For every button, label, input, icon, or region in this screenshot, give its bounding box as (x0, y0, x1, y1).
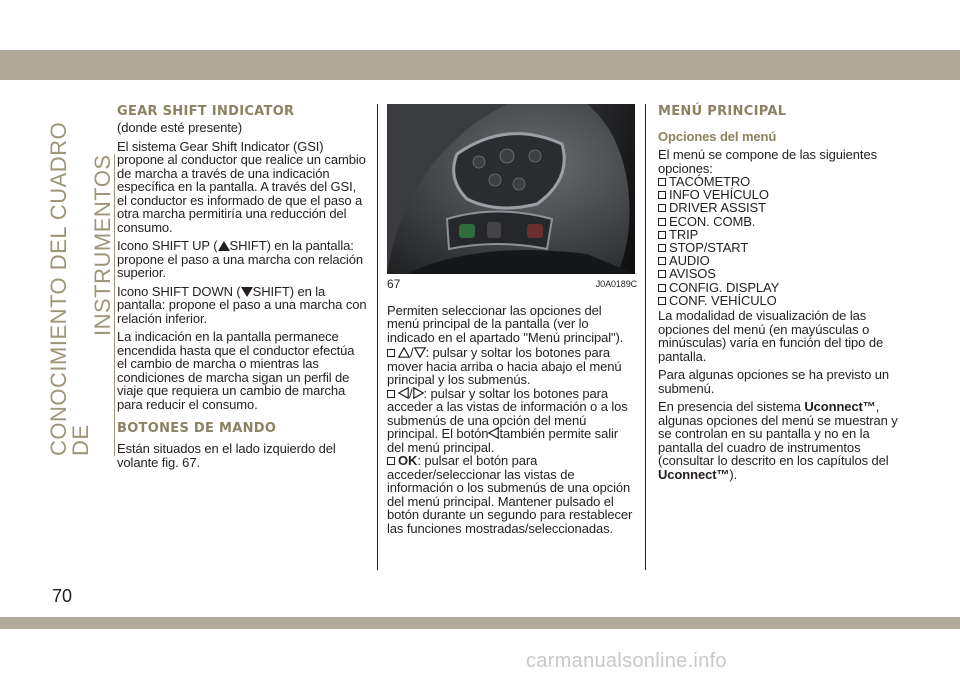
menu-paragraph-1: La modalidad de visualización de las opciones del menú (en mayúsculas o minúsculas) varía en función del tipo de pantalla. (658, 308, 884, 364)
chapter-title-line1: CONOCIMIENTO DEL CUADRO DE (46, 121, 93, 456)
list-item: INFO VEHÍCULO (658, 188, 910, 201)
column-right (658, 104, 910, 486)
bullet-ok-text: : pulsar el botón para acceder/seleccionar las vistas de información o los submenús de una opción del menú principal. Mantener pulsado el botón durante un segundo para restablecer las funciones mostradas/seleccionadas. (387, 453, 633, 536)
page-number: 70 (52, 586, 73, 606)
shift-up-text-a: Icono SHIFT UP ( (117, 238, 218, 253)
bullet-square-icon (658, 270, 666, 278)
uconnect-brand: Uconnect™ (804, 399, 876, 415)
column-divider-2 (645, 104, 646, 570)
column-divider-1 (377, 104, 378, 570)
list-item: AUDIO (658, 254, 910, 267)
list-item: AVISOS (658, 267, 910, 280)
figure-number: 67 (387, 277, 401, 291)
gsi-subtitle: (donde esté presente) (117, 120, 243, 135)
ok-label: OK (398, 453, 418, 468)
column-left (117, 104, 367, 474)
menu-heading: MENÚ PRINCIPAL (658, 104, 787, 119)
bullet-square-icon (387, 349, 395, 357)
shift-down-icon (241, 287, 253, 297)
bullet-left-right (387, 387, 637, 455)
list-item: STOP/START (658, 241, 910, 254)
buttons-intro: Permiten seleccionar las opciones del menú principal de la pantalla (ver lo indicado en el apartado "Menú principal"). (387, 302, 624, 345)
figure-caption (387, 278, 637, 292)
bullet-square-icon (658, 297, 666, 305)
list-item: CONFIG. DISPLAY (658, 281, 910, 294)
bullet-up-down-sep: / (410, 345, 414, 360)
bullet-up-down-text: : pulsar y soltar los botones para mover hacia arriba o hacia abajo el menú principal y los submenús. (387, 345, 622, 387)
botones-paragraph: Están situados en el lado izquierdo del volante fig. 67. (117, 441, 336, 470)
bullet-left-right-sep: / (409, 385, 413, 401)
steering-wheel-photo (387, 104, 635, 274)
bullet-left-right-text-b: también permite salir del menú principal. (387, 426, 619, 455)
bullet-square-icon (658, 218, 666, 226)
shift-down-paragraph (117, 285, 367, 326)
bullet-ok (387, 454, 637, 535)
bullet-square-icon (658, 284, 666, 292)
bullet-square-icon (387, 457, 395, 465)
menu-paragraph-3: En presencia del sistema Uconnect™, algunas opciones del menú se muestran y se controlan en su pantalla y no en la pantalla del cuadro de instrumentos (consultar lo descrito en los capítulos del Uconnect™). (658, 399, 898, 482)
shift-down-text-a: Icono SHIFT DOWN ( (117, 283, 241, 299)
bullet-left-right-text-a: : pulsar y soltar los botones para acceder a las vistas de información o a los submenús de una opción del menú principal. El botón (387, 385, 628, 441)
arrow-right-outline-icon (413, 387, 424, 399)
column-middle (387, 104, 637, 535)
menu-paragraph-2: Para algunas opciones se ha previsto un submenú. (658, 367, 889, 396)
gsi-paragraph-4: La indicación en la pantalla permanece encendida hasta que el conductor efectúa el cambio de marcha o mientras las condiciones de marcha sigan un perfil de viaje que requiera un cambio de marcha para reducir el consumo. (117, 329, 355, 412)
list-item: ECON. COMB. (658, 215, 910, 228)
uconnect-brand: Uconnect™ (658, 466, 730, 482)
chapter-side-title (46, 96, 115, 456)
bottom-band (0, 617, 960, 629)
list-item: DRIVER ASSIST (658, 201, 910, 214)
menu-options-subheading: Opciones del menú (658, 129, 777, 144)
figure-code: J0A0189C (595, 279, 637, 289)
shift-up-text-b: SHIFT) en la pantalla: propone el paso a una marcha con relación superior. (117, 238, 363, 280)
list-item: TRIP (658, 228, 910, 241)
bullet-square-icon (387, 390, 395, 398)
arrow-left-outline-icon (398, 387, 409, 399)
shift-up-paragraph (117, 239, 367, 280)
list-item: CONF. VEHÍCULO (658, 294, 910, 307)
gsi-heading: GEAR SHIFT INDICATOR (117, 104, 295, 119)
top-band (0, 50, 960, 80)
bullet-up-down (387, 346, 637, 387)
shift-up-icon (218, 241, 230, 251)
bullet-square-icon (658, 204, 666, 212)
menu-items-list (658, 175, 910, 307)
watermark: carmanualsonline.info (526, 650, 727, 672)
bullet-square-icon (658, 178, 666, 186)
bullet-square-icon (658, 244, 666, 252)
arrow-down-outline-icon (414, 347, 426, 358)
bullet-square-icon (658, 231, 666, 239)
bullet-square-icon (658, 191, 666, 199)
menu-intro: El menú se compone de las siguientes opciones: (658, 147, 877, 176)
botones-heading: BOTONES DE MANDO (117, 421, 277, 436)
shift-down-text-b: SHIFT) en la pantalla: propone el paso a una marcha con relación inferior. (117, 283, 367, 326)
bullet-square-icon (658, 257, 666, 265)
arrow-left-outline-icon (488, 427, 499, 439)
gsi-paragraph-1: El sistema Gear Shift Indicator (GSI) propone al conductor que realice un cambio de marcha a través de una indicación específica en la pantalla. A través del GSI, el conductor es informado de que el paso a otra marcha permitiría una reducción del consumo. (117, 138, 366, 235)
arrow-up-outline-icon (398, 347, 410, 358)
list-item: TACÓMETRO (658, 175, 910, 188)
chapter-title-line2: INSTRUMENTOS (92, 154, 115, 456)
